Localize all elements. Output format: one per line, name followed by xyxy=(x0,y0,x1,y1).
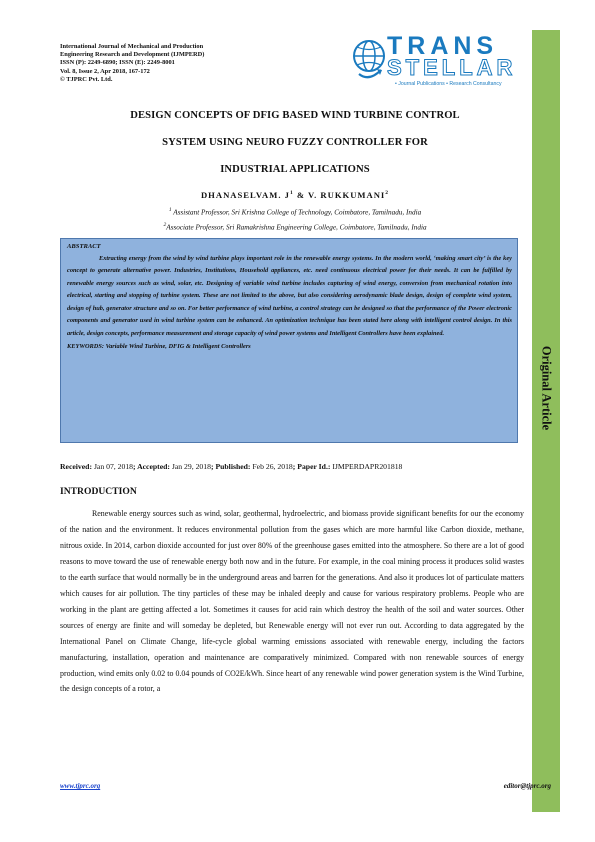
dates-line: Received: Jan 07, 2018; Accepted: Jan 29, 2018; Published: Feb 26, 2018; Paper Id.: IJMPERDAPR201818 xyxy=(60,462,403,471)
affiliation-2 xyxy=(60,222,530,231)
title-line-2: SYSTEM USING NEURO FUZZY CONTROLLER FOR xyxy=(162,137,428,148)
affiliation-2-sup: 2 xyxy=(163,222,167,228)
author-2: V. RUKKUMANI xyxy=(308,190,386,200)
journal-name-line1: International Journal of Mechanical and Production xyxy=(60,43,204,50)
affiliation-1-text: Assistant Professor, Sri Krishna College of Technology, Coimbatore, Tamilnadu, India xyxy=(171,208,422,217)
introduction-heading: INTRODUCTION xyxy=(60,486,137,497)
author-separator: & xyxy=(293,190,309,200)
logo-globe-icon xyxy=(351,34,387,86)
affiliation-1 xyxy=(60,207,530,216)
journal-info xyxy=(60,43,320,84)
author-1-sup: 1 xyxy=(289,190,294,197)
affiliation-2-text: Associate Professor, Sri Ramakrishna Engineering College, Coimbatore, Tamilnadu, India xyxy=(166,223,427,232)
accepted-label: Accepted: xyxy=(137,462,170,471)
affiliation-1-sup: 1 xyxy=(168,207,172,213)
journal-volume: Vol. 8, Issue 2, Apr 2018, 167-172 xyxy=(60,67,150,75)
keywords-text: Variable Wind Turbine, DFIG & Intelligent Controllers xyxy=(104,343,251,351)
footer-email: editor@tjprc.org xyxy=(503,782,551,790)
published-label: Published: xyxy=(215,462,251,471)
author-2-sup: 2 xyxy=(385,190,390,197)
logo-word-stellar: STELLAR xyxy=(387,55,517,80)
publisher-logo xyxy=(351,30,526,95)
journal-name-line2: Engineering Research and Development (IJMPERD) xyxy=(60,51,205,59)
paper-id-label: Paper Id.: xyxy=(297,462,331,471)
journal-copyright: © TJPRC Pvt. Ltd. xyxy=(60,75,113,83)
received-label: Received: xyxy=(60,462,93,471)
abstract-box xyxy=(60,238,518,443)
title-line-1: DESIGN CONCEPTS OF DFIG BASED WIND TURBINE CONTROL xyxy=(130,110,460,121)
authors xyxy=(60,190,530,200)
paper-id: IJMPERDAPR201818 xyxy=(330,462,403,471)
introduction-body: Renewable energy sources such as wind, solar, geothermal, hydroelectric, and biomass provide significant benefits for our the economy of the nation and the environment. It reduces environmental pollution from the gases which are more harmful like Carbon dioxide, methane, nitrous oxide. In 2014, carbon dioxide accounted for just over 80% of the greenhouse gases emitted into the atmosphere. So there are a lot of good reasons to move toward the use of renewable energy both now and in the future. For example, in the coal mining process it produces solid wastes to the earth surface that would normally be in the underground areas and barren for the generations. And also it produces lot of particulate matters which causes for air pollution. The tiny particles of these may be inhaled deeply and cause for various respiratory problems. People who are working in the plant are getting affected a lot. Sometimes it causes for acid rain which destroy the health of the soil and water sources. Other sources of energy are finite and will someday be depleted, but Renewable energy will not ever run out. According to data aggregated by the International Panel on Climate Change, life-cycle global warming emissions associated with renewable energy, including the factors manufacturing, installation, operation and maintenance are comparatively minimized. Compared with non renewable sources of energy production, wind emits only 0.02 to 0.04 pounds of CO2E/kWh. Since heart of any renewable wind power generation system is the Wind Turbine, the design concepts of a rotor, a xyxy=(60,509,524,694)
title-line-3: INDUSTRIAL APPLICATIONS xyxy=(220,164,370,175)
logo-tagline: • Journal Publications • Research Consultancy xyxy=(395,81,502,87)
logo-word-trans: TRANS xyxy=(387,32,499,60)
author-1: DHANASELVAM. J xyxy=(200,190,290,200)
keywords xyxy=(67,341,512,353)
keywords-label: KEYWORDS: xyxy=(67,343,105,351)
abstract-heading: ABSTRACT xyxy=(67,243,101,250)
article-type-label: Original Article xyxy=(539,345,554,431)
received-date: Jan 07, 2018 xyxy=(92,462,134,471)
journal-issn: ISSN (P): 2249-6890; ISSN (E): 2249-8001 xyxy=(60,59,175,67)
abstract-body: Extracting energy from the wind by wind turbine plays important role in the renewable energy systems. In the modern world, ‘making smart city’ is the key concept to generate alternative power. Industries, Institutions, Household appliances, etc. need continuous electrical power for their needs. It can be fulfilled by renewable energy sources such as wind, solar, etc. Designing of variable wind turbine includes capturing of wind energy, conversion from mechanical rotation into electrical, starting and stopping of turbine system. These are not limited to the above, but also considering aerodynamic blade design, design of complete wind system, design of hub, generator structure and so on. For better performance of wind turbine, a control strategy can be designed so that the performance of the Power electronic components and generator used in wind turbine system can be enhanced. An optimization technique has been stated here along with intelligent control design. In this article, design concepts, performance measurement and storage capacity of wind power systems and Intelligent Controllers have been explained. xyxy=(67,255,512,337)
footer-website-link[interactable]: www.tjprc.org xyxy=(60,782,101,790)
published-date: Feb 26, 2018 xyxy=(250,462,293,471)
accepted-date: Jan 29, 2018 xyxy=(169,462,211,471)
